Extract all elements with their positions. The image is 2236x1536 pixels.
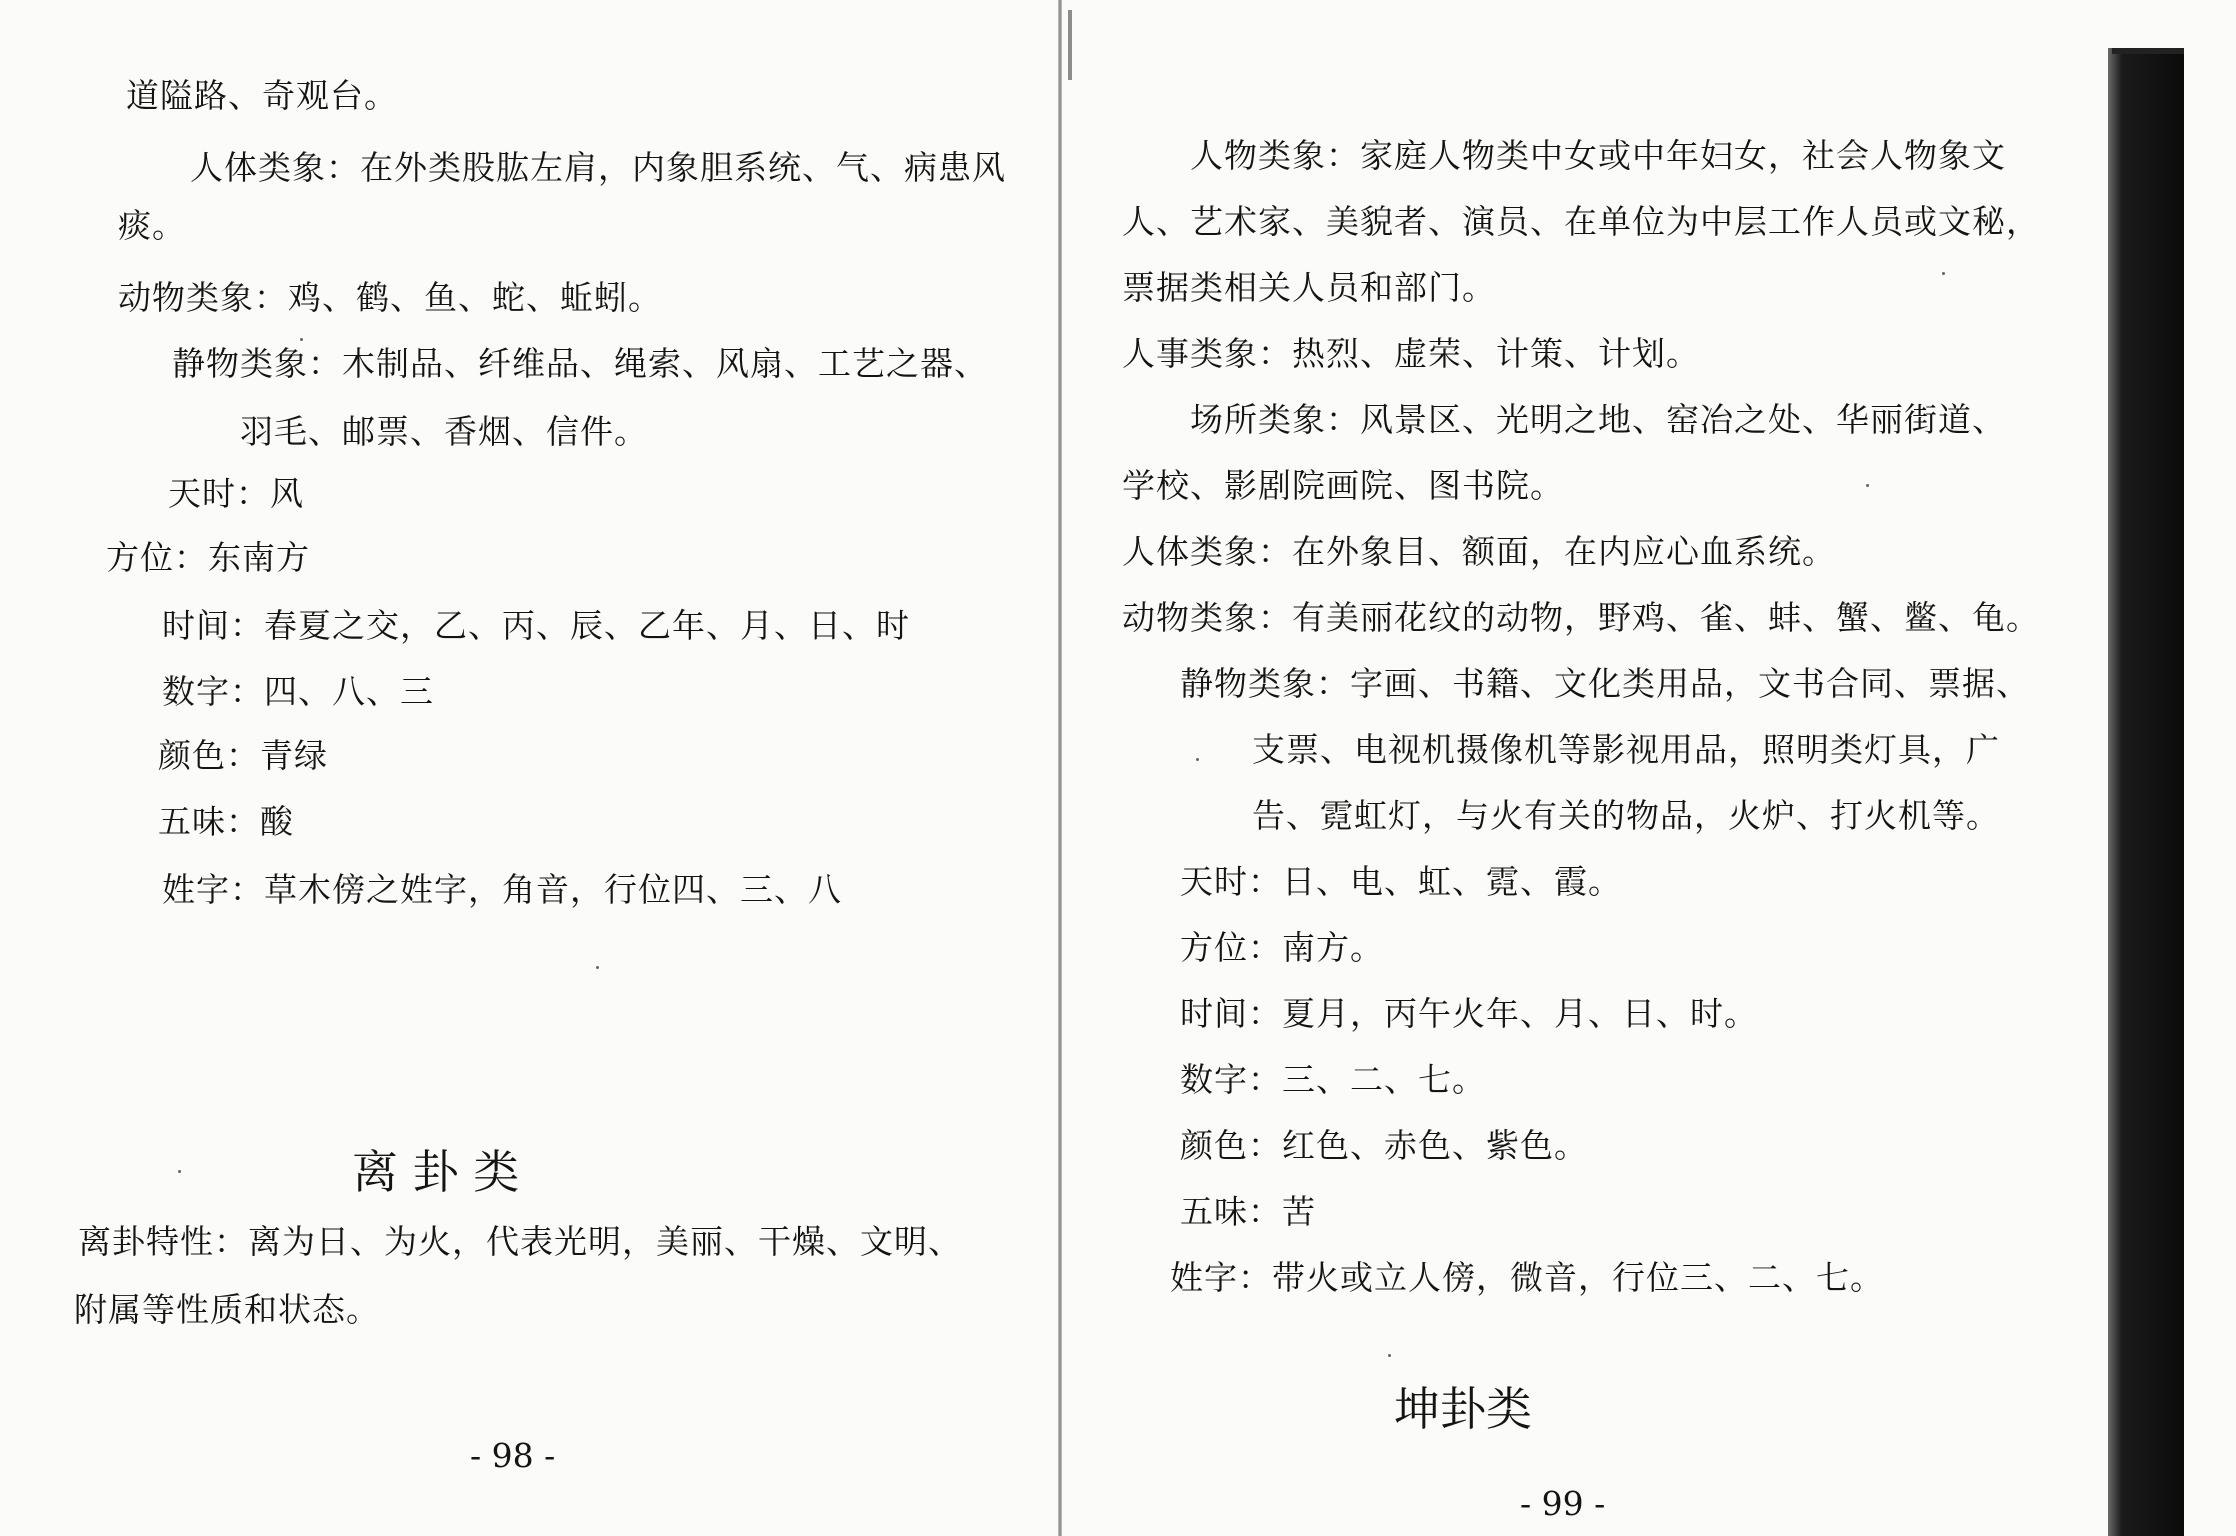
scan-speck: [1196, 758, 1199, 761]
text-line: 离卦特性：离为日、为火，代表光明，美丽、干燥、文明、: [78, 1222, 962, 1261]
text-line: 五味：酸: [158, 802, 294, 841]
text-line: 人物类象：家庭人物类中女或中年妇女，社会人物象文: [1190, 136, 2006, 175]
text-line: 五味：苦: [1180, 1192, 1316, 1231]
text-line: 时间：春夏之交，乙、丙、辰、乙年、月、日、时: [162, 606, 910, 645]
text-line: 支票、电视机摄像机等影视用品，照明类灯具，广: [1252, 730, 2000, 769]
text-line: 人事类象：热烈、虚荣、计策、计划。: [1122, 334, 1700, 373]
text-line: 人体类象：在外类股肱左肩，内象胆系统、气、病患风: [190, 148, 1006, 187]
text-line: 姓字：带火或立人傍，微音，行位三、二、七。: [1170, 1258, 1884, 1297]
text-line: 颜色：青绿: [158, 736, 328, 775]
text-line: 数字：四、八、三: [162, 672, 434, 711]
text-line: 动物类象：有美丽花纹的动物，野鸡、雀、蚌、蟹、鳖、龟。: [1122, 598, 2040, 637]
page-number: - 98 -: [470, 1436, 556, 1475]
text-line: 姓字：草木傍之姓字，角音，行位四、三、八: [162, 870, 842, 909]
scan-speck: [596, 966, 599, 969]
text-line: 人、艺术家、美貌者、演员、在单位为中层工作人员或文秘，: [1122, 202, 2040, 241]
text-line: 时间：夏月，丙午火年、月、日、时。: [1180, 994, 1758, 1033]
left-page: [0, 0, 1060, 1536]
text-line: 数字：三、二、七。: [1180, 1060, 1486, 1099]
text-line: 颜色：红色、赤色、紫色。: [1180, 1126, 1588, 1165]
text-line: 静物类象：木制品、纤维品、绳索、风扇、工艺之器、: [172, 344, 988, 383]
scan-speck: [1866, 484, 1869, 487]
text-line: 票据类相关人员和部门。: [1122, 268, 1496, 307]
scan-speck: [178, 1170, 181, 1173]
section-heading: 离 卦 类: [352, 1145, 520, 1199]
right-page: [1060, 0, 2236, 1536]
scan-speck: [300, 338, 303, 341]
scan-edge-shadow: [2108, 48, 2184, 1536]
text-line: 场所类象：风景区、光明之地、窑冶之处、华丽街道、: [1190, 400, 2006, 439]
text-line: 动物类象：鸡、鹤、鱼、蛇、蚯蚓。: [118, 278, 662, 317]
text-line: 附属等性质和状态。: [74, 1290, 380, 1329]
scan-edge-shadow-top: [2112, 48, 2184, 54]
text-line: 方位：东南方: [106, 538, 310, 577]
section-heading: 坤卦类: [1394, 1382, 1532, 1436]
text-line: 天时：日、电、虹、霓、霞。: [1180, 862, 1622, 901]
text-line: 痰。: [118, 206, 186, 245]
text-line: 人体类象：在外象目、额面，在内应心血系统。: [1122, 532, 1836, 571]
text-line: 静物类象：字画、书籍、文化类用品，文书合同、票据、: [1180, 664, 2030, 703]
text-line: 道隘路、奇观台。: [126, 76, 398, 115]
text-line: 天时：风: [168, 474, 304, 513]
text-line: 羽毛、邮票、香烟、信件。: [240, 412, 648, 451]
page-number: - 99 -: [1520, 1484, 1606, 1523]
text-line: 告、霓虹灯，与火有关的物品，火炉、打火机等。: [1252, 796, 2000, 835]
scan-speck: [1388, 1354, 1391, 1357]
text-line: 学校、影剧院画院、图书院。: [1122, 466, 1564, 505]
text-line: 方位：南方。: [1180, 928, 1384, 967]
scan-speck: [1942, 272, 1945, 275]
